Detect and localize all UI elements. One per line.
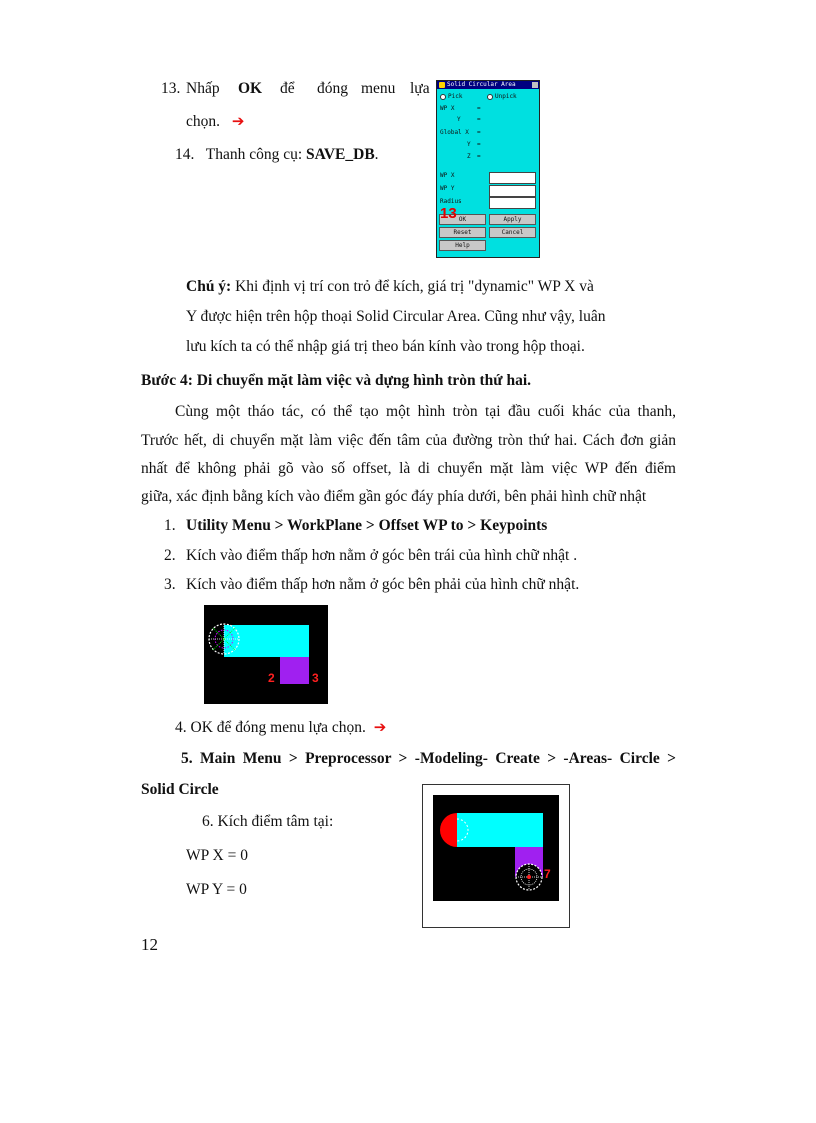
dialog-title-bar xyxy=(437,81,539,89)
step-14 xyxy=(175,145,379,165)
wp-y-input[interactable] xyxy=(489,185,536,197)
global-x-eq: = xyxy=(477,129,481,136)
step-13-w3: để xyxy=(280,80,295,97)
heading-text: Bước 4: Di chuyển mặt làm việc và dựng hình tròn thứ hai. xyxy=(141,372,531,389)
keypoint-label-3: 3 xyxy=(312,671,319,685)
list-num-3: 3. xyxy=(164,576,176,593)
cyan-rectangle xyxy=(457,813,543,847)
input-radius-label: Radius xyxy=(440,198,462,205)
red-arrow-icon: ➔ xyxy=(373,720,387,736)
note-text-1: Khi định vị trí con trỏ để kích, giá trị "dynamic" WP X và xyxy=(231,278,594,295)
step-14-text: Thanh công cụ: xyxy=(205,146,307,163)
radio-icon xyxy=(440,94,446,100)
wp-x-eq: = xyxy=(477,105,481,112)
para-line-4: giữa, xác định bằng kích vào điểm gần góc đáy phía dưới, bên phải hình chữ nhật xyxy=(141,488,647,505)
global-x-label: Global X xyxy=(440,129,469,136)
list-num-2: 2. xyxy=(164,547,176,564)
global-z-label: Z xyxy=(467,153,471,160)
wp-y-eq: = xyxy=(477,116,481,123)
list-item-1 xyxy=(186,516,547,536)
cancel-label: Cancel xyxy=(501,229,524,236)
note-line-1 xyxy=(186,277,594,297)
para-line-2: Trước hết, di chuyển mặt làm việc đến tâm của đường tròn thứ hai. Cách đơn giản xyxy=(141,432,676,449)
wp-x-label: WP X xyxy=(440,105,455,112)
reset-label: Reset xyxy=(453,229,472,236)
ok-bold: OK xyxy=(238,80,263,97)
step-13-w1: Nhấp xyxy=(186,80,220,97)
input-wpx-label: WP X xyxy=(440,172,455,179)
help-label: Help xyxy=(455,242,470,249)
step-5-line-2 xyxy=(141,780,219,800)
apply-button[interactable] xyxy=(489,214,536,225)
step-13-w5: menu xyxy=(361,80,396,97)
step-5-path: 5. Main Menu > Preprocessor > -Modeling- Create > -Areas- Circle > xyxy=(181,750,676,767)
section-heading xyxy=(141,371,531,391)
para-line-1: Cùng một tháo tác, có thể tạo một hình tròn tại đầu cuối khác của thanh, xyxy=(175,403,676,420)
unpick-label: Unpick xyxy=(495,93,517,100)
wp-y-label: Y xyxy=(457,116,461,123)
step-4 xyxy=(175,718,386,738)
cancel-button[interactable] xyxy=(489,227,536,238)
step-13-num: 13. xyxy=(161,80,181,97)
list-num-1: 1. xyxy=(164,517,176,534)
pick-radio[interactable] xyxy=(440,93,462,100)
step-13-w4: đóng xyxy=(317,80,348,97)
unpick-radio[interactable] xyxy=(487,93,517,100)
step-marker-13: 13 xyxy=(440,205,457,222)
help-button[interactable] xyxy=(439,240,486,251)
wp-x-value: WP X = 0 xyxy=(186,847,248,864)
dialog-title: Solid Circular Area xyxy=(447,81,516,88)
radius-input[interactable] xyxy=(489,197,536,209)
para-line-3: nhất để không phải gõ vào số offset, là di chuyển mặt làm việc WP đến điểm xyxy=(141,460,676,477)
figure-2-drawing xyxy=(433,795,559,901)
wp-y-value: WP Y = 0 xyxy=(186,881,247,898)
solid-circular-area-dialog xyxy=(436,80,540,258)
input-wpy-label: WP Y xyxy=(440,185,455,192)
cyan-rectangle xyxy=(224,625,309,657)
figure-workplane-offset xyxy=(204,605,328,704)
save-db-bold: SAVE_DB xyxy=(306,146,375,163)
keypoint-label-7: 7 xyxy=(544,867,551,881)
note-line-2: Y được hiện trên hộp thoại Solid Circular Area. Cũng như vậy, luân xyxy=(186,308,606,325)
step-13-w2 xyxy=(238,79,262,99)
figure-second-circle-frame xyxy=(422,784,570,928)
reset-button[interactable] xyxy=(439,227,486,238)
ok-label: OK xyxy=(458,216,467,223)
step-13-line2 xyxy=(186,112,244,132)
close-icon[interactable] xyxy=(532,82,538,88)
note-line-3: lưu kích ta có thể nhập giá trị theo bán kính vào trong hộp thoại. xyxy=(186,338,585,355)
apply-label: Apply xyxy=(503,216,522,223)
app-icon xyxy=(439,82,445,88)
solid-circle-bold: Solid Circle xyxy=(141,781,219,798)
step-14-num: 14. xyxy=(175,146,195,163)
purple-rectangle xyxy=(280,657,309,684)
step-4-text: 4. OK để đóng menu lựa chọn. xyxy=(175,719,366,736)
keypoint-label-2: 2 xyxy=(268,671,275,685)
page-number: 12 xyxy=(141,935,158,954)
list-item-2: Kích vào điểm thấp hơn nằm ở góc bên trái của hình chữ nhật . xyxy=(186,547,578,564)
figure-second-circle xyxy=(433,795,559,901)
global-y-eq: = xyxy=(477,141,481,148)
step-5-line-1 xyxy=(181,749,676,769)
red-arrow-icon: ➔ xyxy=(231,114,245,130)
step-6: 6. Kích điểm tâm tại: xyxy=(202,813,334,830)
step-14-end: . xyxy=(374,146,379,163)
note-label: Chú ý: xyxy=(186,278,232,295)
list-item-3: Kích vào điểm thấp hơn nằm ở góc bên phải của hình chữ nhật. xyxy=(186,576,580,593)
global-y-label: Y xyxy=(467,141,471,148)
red-half-circle xyxy=(440,813,457,847)
global-z-eq: = xyxy=(477,153,481,160)
figure-1-drawing xyxy=(204,605,328,704)
pick-label: Pick xyxy=(448,93,463,100)
step-13-w6: lựa xyxy=(410,80,430,97)
wp-x-input[interactable] xyxy=(489,172,536,184)
step-13-choose: chọn. xyxy=(186,113,221,130)
radio-icon xyxy=(487,94,493,100)
utility-menu-path: Utility Menu > WorkPlane > Offset WP to > Keypoints xyxy=(186,517,548,534)
